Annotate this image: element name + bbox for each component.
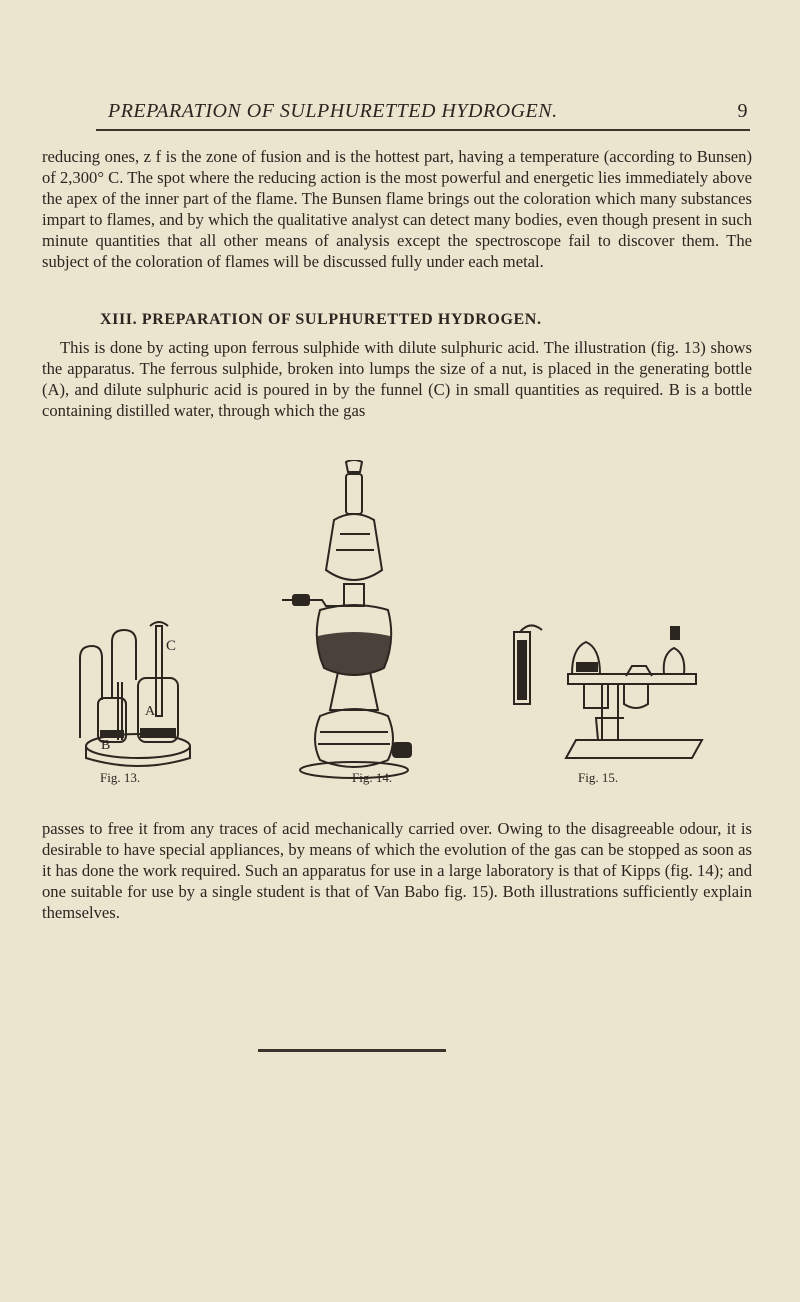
figures-row: [0, 438, 800, 785]
fig14-kipps-apparatus-illustration: [262, 460, 432, 790]
fig15-van-babo-apparatus-illustration: [506, 618, 716, 768]
fig13-apparatus-illustration: [70, 618, 200, 768]
running-head: [108, 100, 748, 123]
fig13-label-c: C: [166, 638, 177, 654]
running-title: PREPARATION OF SULPHURETTED HYDROGEN.: [108, 100, 558, 122]
paragraph-appliances: passes to free it from any traces of acid mechanically carried over. Owing to the disagreeable odour, it is desirable to have special appliances, by means of which the evolution of the gas can be stopped as soon as it has done the work required. Such an apparatus for use in a large laboratory is that of Kipps (fig. 14); and one suitable for use by a single student is that of Van Babo fig. 15). Both illustrations sufficiently explain themselves.: [42, 819, 752, 922]
section-heading: XIII. PREPARATION OF SULPHURETTED HYDROGEN.: [100, 311, 542, 328]
page-number: 9: [737, 100, 748, 122]
paragraph-flame-coloration: reducing ones, z f is the zone of fusion and is the hottest part, having a temperature (according to Bunsen) of 2,300° C. The spot where the reducing action is the most powerful and energetic lies immediately above the apex of the inner part of the flame. The Bunsen flame brings out the coloration which many substances impart to flames, and by which the qualitative analyst can detect many bodies, even though present in such minute quantities that all other means of analysis except the spectroscope fail to discover them. The subject of the coloration of flames will be discussed fully under each metal.: [42, 147, 752, 271]
fig13-label-a: A: [145, 704, 156, 719]
footer-rule: [258, 1049, 446, 1052]
fig13-label-b: B: [101, 738, 111, 753]
header-rule: [96, 129, 750, 131]
fig13-caption: Fig. 13.: [100, 770, 141, 785]
fig14-caption: Fig. 14.: [352, 770, 393, 785]
paragraph-preparation: This is done by acting upon ferrous sulphide with dilute sulphuric acid. The illustration (fig. 13) shows the apparatus. The ferrous sulphide, broken into lumps the size of a nut, is placed in the generating bottle (A), and dilute sulphuric acid is poured in by the funnel (C) in small quantities as required. B is a bottle containing distilled water, through which the gas: [42, 338, 752, 420]
fig15-caption: Fig. 15.: [578, 770, 619, 785]
